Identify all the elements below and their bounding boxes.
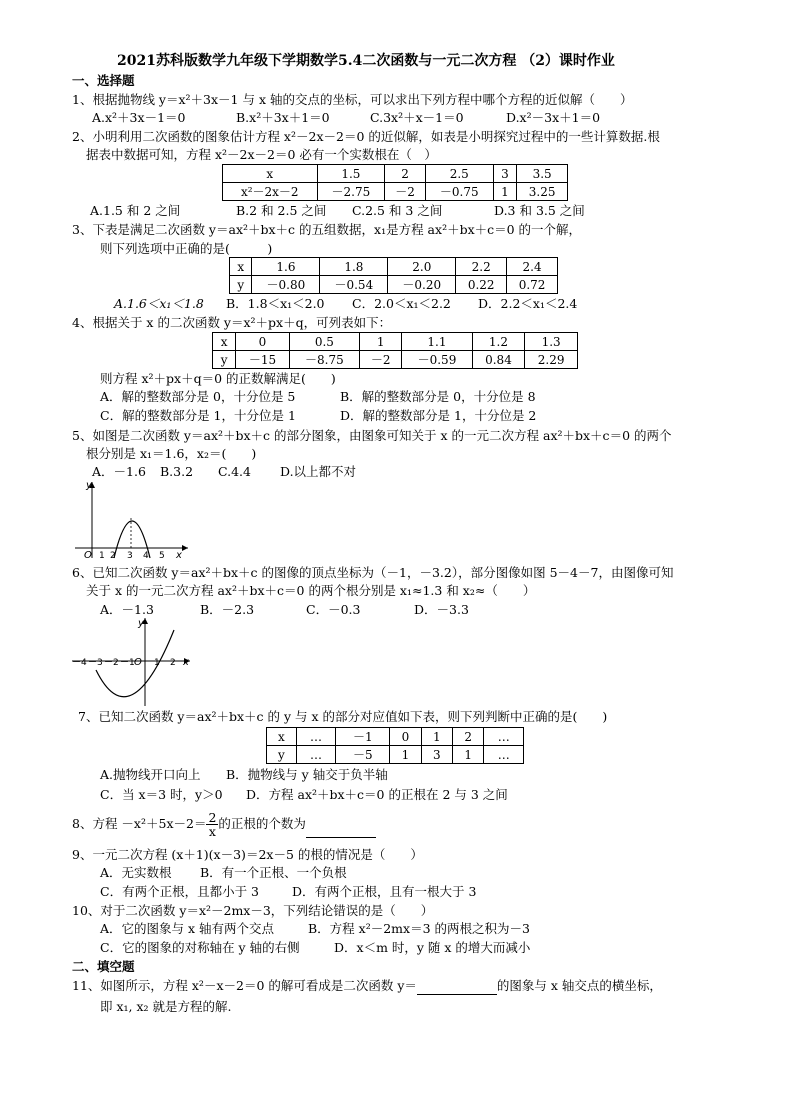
x-tick-label: －4 — [72, 658, 87, 668]
q1-option-a: A.x²＋3x－1＝0 — [92, 110, 186, 125]
q2-option-d: D.3 和 3.5 之间 — [494, 203, 585, 218]
q10-option-d: D．x＜m 时，y 随 x 的增大而减小 — [334, 940, 531, 955]
x-tick-label: 2 — [170, 658, 176, 668]
table-cell: 2 — [453, 728, 484, 746]
table-cell: … — [296, 746, 336, 764]
table-cell: 1.2 — [472, 333, 525, 351]
q3-option-a: A.1.6＜x₁＜1.8 — [114, 296, 204, 311]
q3-stem-line1: 3、下表是满足二次函数 y＝ax²＋bx＋c 的五组数据，x₁是方程 ax²＋bx＋c＝0 的一个解， — [72, 222, 582, 237]
x-tick-label: 3 — [127, 551, 133, 560]
table-cell: y — [267, 746, 297, 764]
table-cell: －0.59 — [402, 351, 472, 369]
x-tick-label: 1 — [99, 551, 105, 560]
q4-option-d: D．解的整数部分是 1，十分位是 2 — [340, 408, 537, 423]
q9-option-c: C．有两个正根，且都小于 3 — [100, 884, 259, 899]
q6-option-b: B．－2.3 — [200, 602, 255, 617]
q8-answer-blank[interactable] — [306, 823, 376, 838]
origin-label: O — [84, 550, 92, 560]
q4-stem: 4、根据关于 x 的二次函数 y＝x²＋px＋q，可列表如下： — [72, 315, 392, 330]
table-cell: y — [230, 276, 252, 294]
q3-table — [229, 257, 558, 294]
section-heading-choice: 一、选择题 — [72, 73, 135, 88]
fraction — [206, 811, 218, 838]
q6-option-a: A．－1.3 — [100, 602, 154, 617]
table-cell: －0.75 — [425, 183, 493, 201]
origin-label: O — [134, 657, 142, 668]
q11-suffix: 的图象与 x 轴交点的横坐标， — [496, 978, 662, 993]
table-cell: 2.29 — [525, 351, 578, 369]
table-row — [223, 183, 568, 201]
q10-option-b: B．方程 x²－2mx＝3 的两根之积为－3 — [308, 921, 530, 936]
table-cell: －0.54 — [320, 276, 388, 294]
fraction-denominator: x — [208, 824, 216, 839]
q3-stem-line2: 则下列选项中正确的是( ) — [100, 241, 273, 256]
q10-stem: 10、对于二次函数 y＝x²－2mx－3，下列结论错误的是（ ） — [72, 903, 434, 918]
section-heading-fill: 二、填空题 — [72, 959, 135, 974]
q5-stem-line2: 根分别是 x₁＝1.6，x₂＝( ) — [86, 446, 257, 461]
table-cell: －1 — [336, 728, 390, 746]
x-tick-label: 2 — [110, 551, 116, 560]
table-cell: －2 — [385, 183, 426, 201]
table-row — [267, 746, 524, 764]
x-tick-label: －1 — [120, 658, 135, 668]
q7-option-c: C．当 x＝3 时，y＞0 — [100, 787, 223, 802]
table-cell: 1 — [360, 333, 402, 351]
table-cell: 2.0 — [388, 258, 456, 276]
page-title: 2021苏科版数学九年级下学期数学5.4二次函数与一元二次方程 （2）课时作业 — [117, 53, 615, 69]
q2-option-c: C.2.5 和 3 之间 — [352, 203, 443, 218]
table-row — [213, 333, 578, 351]
x-tick-label: 4 — [143, 551, 149, 560]
q5-option-a: A．－1.6 — [92, 464, 146, 479]
q4-option-c: C．解的整数部分是 1，十分位是 1 — [100, 408, 296, 423]
q5-parabola-graph — [70, 480, 195, 560]
table-row — [230, 258, 558, 276]
q11-line1 — [72, 977, 662, 995]
q2-table — [222, 164, 568, 201]
table-cell: 1 — [453, 746, 484, 764]
table-cell: x — [267, 728, 297, 746]
table-cell: 3 — [421, 746, 452, 764]
table-cell: 2.5 — [425, 165, 493, 183]
table-cell: －5 — [336, 746, 390, 764]
table-cell: x — [223, 165, 318, 183]
q3-option-d: D．2.2＜x₁＜2.4 — [478, 296, 578, 311]
q1-option-b: B.x²＋3x＋1＝0 — [236, 110, 330, 125]
q7-option-a: A.抛物线开口向上 — [100, 767, 201, 782]
y-axis-label: y — [86, 480, 92, 491]
table-cell: 1 — [390, 746, 421, 764]
x-tick-label: 1 — [154, 658, 160, 668]
table-cell: … — [296, 728, 336, 746]
x-axis-arrow — [182, 545, 188, 551]
q3-option-b: B．1.8＜x₁＜2.0 — [226, 296, 325, 311]
table-cell: 0.72 — [507, 276, 558, 294]
q2-option-b: B.2 和 2.5 之间 — [236, 203, 327, 218]
q9-option-b: B．有一个正根、一个负根 — [200, 865, 347, 880]
q10-option-a: A．它的图象与 x 轴有两个交点 — [100, 921, 275, 936]
table-row — [223, 165, 568, 183]
q9-stem: 9、一元二次方程 (x＋1)(x－3)＝2x－5 的根的情况是（ ） — [72, 847, 423, 862]
q2-stem-line2: 据表中数据可知，方程 x²－2x－2＝0 必有一个实数根在（ ） — [86, 147, 437, 162]
table-cell: －2.75 — [317, 183, 385, 201]
table-cell: 0 — [236, 333, 289, 351]
table-row — [267, 728, 524, 746]
q7-table — [266, 727, 524, 764]
table-cell: 0 — [390, 728, 421, 746]
table-cell: 1 — [421, 728, 452, 746]
q9-option-d: D．有两个正根，且有一根大于 3 — [292, 884, 477, 899]
q8-prefix: 8、方程 －x²＋5x－2＝ — [72, 816, 207, 831]
table-cell: x²－2x－2 — [223, 183, 318, 201]
x-axis-label: x — [176, 550, 182, 560]
q4-option-b: B．解的整数部分是 0，十分位是 8 — [340, 389, 536, 404]
q10-option-c: C．它的图象的对称轴在 y 轴的右侧 — [100, 940, 300, 955]
q6-option-d: D．－3.3 — [414, 602, 469, 617]
table-cell: 1.8 — [320, 258, 388, 276]
table-cell: －0.20 — [388, 276, 456, 294]
y-axis-label: y — [138, 618, 144, 629]
table-row — [230, 276, 558, 294]
table-cell: 1 — [493, 183, 517, 201]
q2-option-a: A.1.5 和 2 之间 — [90, 203, 181, 218]
q11-line2: 即 x₁, x₂ 就是方程的解. — [100, 999, 232, 1014]
x-axis-label: x — [183, 657, 189, 668]
table-cell: －8.75 — [289, 351, 359, 369]
table-cell: y — [213, 351, 236, 369]
table-cell: x — [230, 258, 252, 276]
table-cell: … — [484, 746, 524, 764]
table-cell: 1.6 — [252, 258, 320, 276]
table-cell: 0.5 — [289, 333, 359, 351]
q4-table — [212, 332, 578, 369]
table-cell: －2 — [360, 351, 402, 369]
table-cell: 3.25 — [517, 183, 568, 201]
q1-stem: 1、根据抛物线 y＝x²＋3x－1 与 x 轴的交点的坐标，可以求出下列方程中哪个方程的近似解（ ） — [72, 92, 633, 107]
table-cell: 1.1 — [402, 333, 472, 351]
table-cell: 0.84 — [472, 351, 525, 369]
fraction-numerator: 2 — [208, 810, 217, 825]
x-tick-label: －3 — [88, 658, 103, 668]
q1-option-c: C.3x²＋x－1＝0 — [370, 110, 464, 125]
q5-option-d: D.以上都不对 — [280, 464, 357, 479]
q8-line — [72, 810, 376, 838]
table-cell: … — [484, 728, 524, 746]
q6-parabola-graph — [70, 616, 195, 708]
table-cell: 1.3 — [525, 333, 578, 351]
q5-stem-line1: 5、如图是二次函数 y＝ax²＋bx＋c 的部分图象，由图象可知关于 x 的一元二次方程 ax²＋bx＋c＝0 的两个 — [72, 428, 672, 443]
q7-stem: 7、已知二次函数 y＝ax²＋bx＋c 的 y 与 x 的部分对应值如下表，则下列判断中正确的是( ) — [78, 709, 608, 724]
table-cell: 3 — [493, 165, 517, 183]
table-row — [213, 351, 578, 369]
q11-answer-blank[interactable] — [417, 980, 497, 995]
q6-option-c: C．－0.3 — [306, 602, 361, 617]
table-cell: －0.80 — [252, 276, 320, 294]
table-cell: 0.22 — [456, 276, 507, 294]
table-cell: 2.4 — [507, 258, 558, 276]
q7-option-d: D．方程 ax²＋bx＋c＝0 的正根在 2 与 3 之间 — [246, 787, 508, 802]
table-cell: 1.5 — [317, 165, 385, 183]
q9-option-a: A．无实数根 — [100, 865, 172, 880]
x-tick-label: 5 — [159, 551, 165, 560]
q2-stem-line1: 2、小明利用二次函数的图象估计方程 x²－2x－2＝0 的近似解，如表是小明探究过程中的一些计算数据.根 — [72, 129, 660, 144]
q7-option-b: B．抛物线与 y 轴交于负半轴 — [226, 767, 388, 782]
q4-option-a: A．解的整数部分是 0，十分位是 5 — [100, 389, 296, 404]
x-tick-label: －2 — [104, 658, 119, 668]
q8-suffix: 的正根的个数为 — [218, 816, 306, 831]
q5-option-b: B.3.2 — [160, 464, 194, 479]
table-cell: －15 — [236, 351, 289, 369]
q4-stem-line2: 则方程 x²＋px＋q＝0 的正数解满足( ) — [100, 371, 336, 386]
table-cell: 3.5 — [517, 165, 568, 183]
q3-option-c: C．2.0＜x₁＜2.2 — [352, 296, 451, 311]
q6-stem-line1: 6、已知二次函数 y＝ax²＋bx＋c 的图像的顶点坐标为（－1，－3.2），部分图像如图 5－4－7，由图像可知 — [72, 565, 674, 580]
q11-prefix: 11、如图所示，方程 x²－x－2＝0 的解可看成是二次函数 y＝ — [72, 978, 417, 993]
q1-option-d: D.x²－3x＋1＝0 — [506, 110, 601, 125]
q5-option-c: C.4.4 — [218, 464, 251, 479]
table-cell: 2.2 — [456, 258, 507, 276]
q6-stem-line2: 关于 x 的一元二次方程 ax²＋bx＋c＝0 的两个根分别是 x₁≈1.3 和 x₂≈（ ） — [86, 583, 536, 598]
table-cell: x — [213, 333, 236, 351]
table-cell: 2 — [385, 165, 426, 183]
